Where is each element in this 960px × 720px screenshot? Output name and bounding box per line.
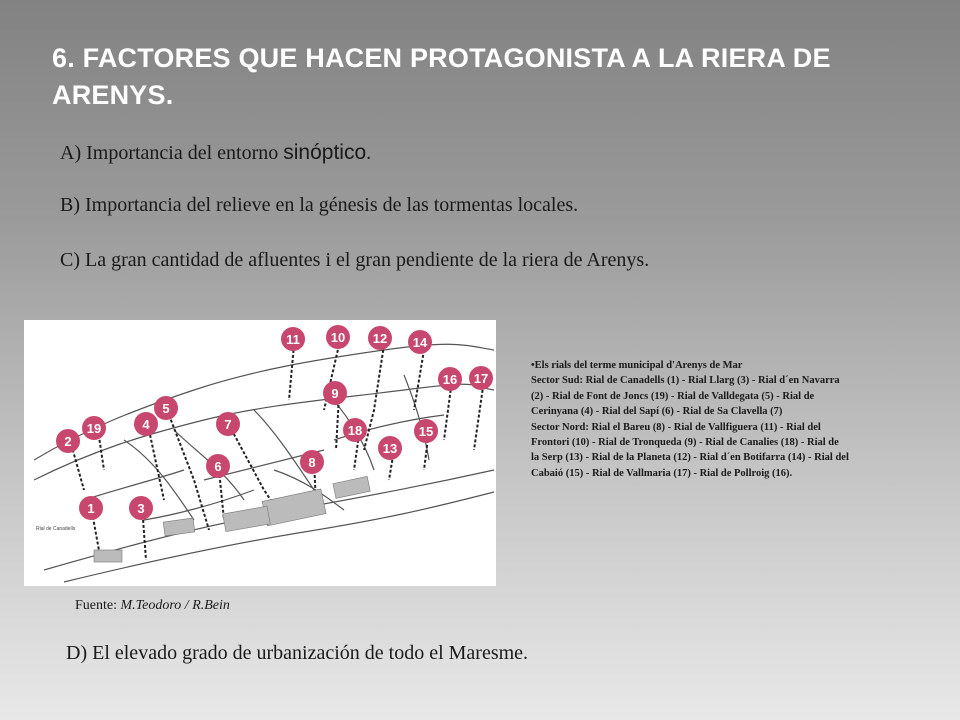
marker-16: [438, 367, 462, 391]
point-a-prefix: A) Importancia del entorno: [60, 142, 284, 164]
legend-line: Sector Sud: Rial de Canadells (1) - Rial Llarg (3) - Rial d´en Navarra: [531, 375, 840, 387]
marker-16-label: 16: [442, 372, 458, 387]
legend-line: la Serp (13) - Rial de la Planeta (12) - Rial d´en Botifarra (14) - Rial del: [531, 452, 849, 464]
map-drawing: [24, 320, 496, 586]
source-authors: M.Teodoro / R.Bein: [120, 598, 230, 613]
marker-17-label: 17: [473, 371, 489, 386]
point-a-term: sinóptico: [283, 141, 367, 164]
marker-18: [343, 418, 367, 442]
source-label: Fuente:: [75, 598, 121, 613]
marker-11-label: 11: [286, 332, 300, 347]
marker-4-label: 4: [142, 417, 150, 432]
marker-13-label: 13: [382, 441, 398, 456]
map-lines: [34, 344, 494, 582]
marker-4: [134, 412, 158, 436]
marker-7: [216, 412, 240, 436]
map-small-label: Rial de Canadells: [36, 526, 76, 532]
marker-12: [368, 326, 392, 350]
map-markers: [56, 325, 493, 520]
map-source: [75, 598, 230, 614]
marker-11: [281, 327, 305, 351]
marker-1: [79, 496, 103, 520]
marker-8: [300, 450, 324, 474]
legend-line: (2) - Rial de Font de Joncs (19) - Rial de Valldegata (5) - Rial de: [531, 390, 815, 402]
marker-5-label: 5: [162, 401, 170, 416]
marker-10-label: 10: [330, 330, 346, 345]
marker-15-label: 15: [418, 424, 434, 439]
map-streams: [70, 345, 484, 560]
marker-18-label: 18: [347, 423, 363, 438]
marker-17: [469, 366, 493, 390]
marker-3: [129, 496, 153, 520]
marker-5: [154, 396, 178, 420]
point-d: D) El elevado grado de urbanización de todo el Maresme.: [66, 642, 529, 664]
marker-3-label: 3: [137, 501, 145, 516]
point-a: [60, 141, 371, 165]
marker-15: [414, 419, 438, 443]
marker-19-label: 19: [86, 421, 102, 436]
marker-12-label: 12: [372, 331, 388, 346]
marker-14: [408, 330, 432, 354]
marker-13: [378, 436, 402, 460]
marker-2: [56, 429, 80, 453]
marker-8-label: 8: [308, 455, 316, 470]
point-a-suffix: .: [366, 142, 372, 164]
marker-10: [326, 325, 350, 349]
point-c: C) La gran cantidad de afluentes i el gran pendiente de la riera de Arenys.: [60, 249, 650, 271]
marker-7-label: 7: [224, 417, 232, 432]
marker-14-label: 14: [412, 335, 428, 350]
marker-19: [82, 416, 106, 440]
legend-line: Sector Nord: Rial el Bareu (8) - Rial de Vallfiguera (11) - Rial del: [531, 421, 821, 433]
rials-map: [24, 320, 496, 586]
map-blocks: [94, 476, 370, 562]
legend-line: Frontori (10) - Rial de Tronqueda (9) - Rial de Canalies (18) - Rial de: [531, 437, 839, 449]
marker-1-label: 1: [87, 501, 95, 516]
marker-9-label: 9: [331, 386, 339, 401]
marker-6: [206, 454, 230, 478]
legend-line: Cerinyana (4) - Rial del Sapí (6) - Rial de Sa Clavella (7): [531, 406, 783, 418]
rials-legend: [531, 358, 946, 481]
point-b: B) Importancia del relieve en la génesis de las tormentas locales.: [60, 194, 579, 216]
legend-line: •Els rials del terme municipal d'Arenys de Mar: [531, 360, 743, 371]
legend-line: Cabaió (15) - Rial de Vallmaria (17) - Rial de Pollroig (16).: [531, 467, 793, 479]
marker-9: [323, 381, 347, 405]
marker-6-label: 6: [214, 459, 222, 474]
marker-2-label: 2: [64, 434, 72, 449]
slide-title: 6. FACTORES QUE HACEN PROTAGONISTA A LA RIERA DE ARENYS.: [52, 43, 831, 110]
